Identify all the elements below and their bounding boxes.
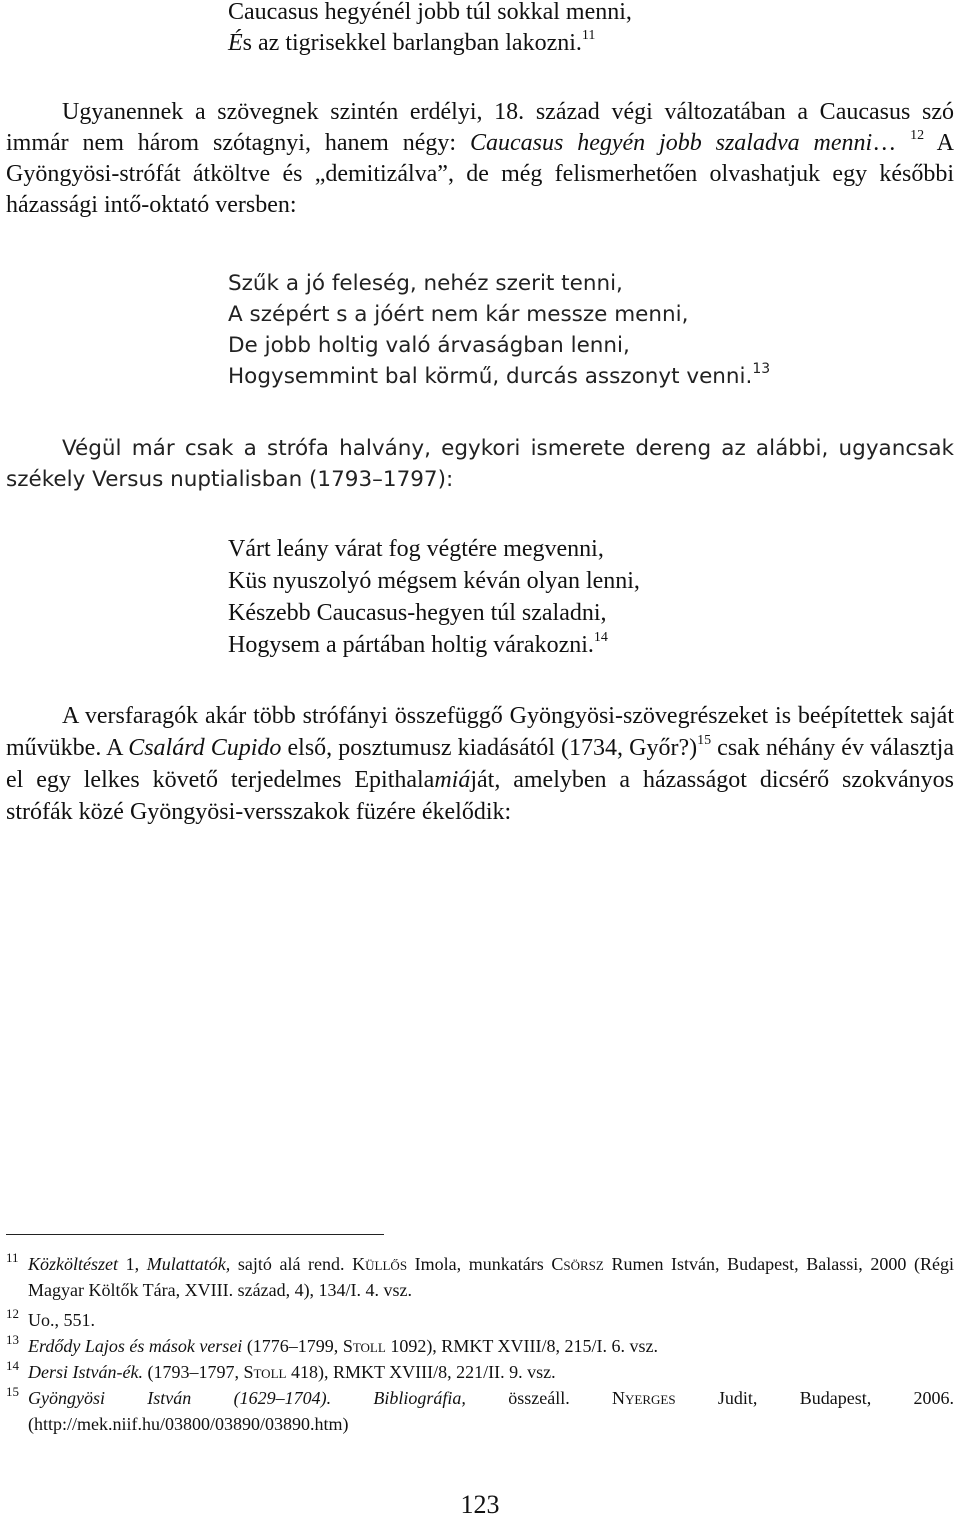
footnote-number: 15 [6,1384,19,1399]
footnote-ref[interactable]: 15 [697,733,712,748]
verse-line: De jobb holtig való árvaságban lenni, [228,333,630,358]
footnote-number: 11 [6,1250,19,1265]
verse-line [228,0,632,28]
text-run: összeáll. [465,1388,613,1408]
footnote-11 [6,1251,954,1303]
footnote-12 [6,1307,954,1333]
footnote-text [28,1385,954,1437]
footnote-14 [6,1359,954,1385]
verse-line [228,361,770,392]
author-name: Csörsz [551,1254,604,1274]
text-run: (1776–1799, [242,1336,343,1356]
author-name: Stoll [342,1336,386,1356]
text-run: Ugyanennek a szövegnek szintén erdélyi, 18. század végi változatában a Caucasus szó immár nem három szótagnyi, hanem négy: [6,99,954,156]
italic-title: Gyöngyösi István (1629–1704). Bibliográfia, [28,1388,466,1408]
author-name: Küllős [352,1254,408,1274]
verse-line: Szűk a jó feleség, nehéz szerit tenni, [228,271,623,296]
author-name: Stoll [243,1362,287,1382]
footnote-number: 12 [6,1306,19,1321]
verse-line-initial: É [228,30,243,56]
text-run: csak néhány év választja el egy lelkes követő terjedelmes Epithala [6,735,954,793]
italic-title: Mulattatók, [146,1254,231,1274]
footnote-text [28,1333,954,1359]
footnote-text: Uo., 551. [28,1310,95,1330]
paragraph-text [6,700,954,828]
paragraph [6,433,954,495]
text-run: A versfaragók akár több strófányi összefüggő Gyöngyösi-szövegrészeket is beépítettek saját művükbe. A [6,703,954,761]
author-name: Nyerges [612,1388,676,1408]
footnote-text [28,1359,954,1385]
text-run: Rumen István, Budapest, Balassi, 2000 (Régi Magyar Költők Tára, XVIII. század, 4), 134/I. 4. vsz. [28,1254,954,1300]
verse-line: A szépért s a jóért nem kár messze menni, [228,302,689,327]
text-run: 1092), RMKT XVIII/8, 215/I. 6. vsz. [385,1336,658,1356]
verse-line [228,28,632,59]
verse-line: Készebb Caucasus-hegyen túl szaladni, [228,600,607,626]
italic-quote: Caucasus hegyén jobb szala [469,130,765,156]
italic-quote: dva menni [764,130,873,156]
paragraph-text: Végül már csak a strófa halvány, egykori ismerete dereng az alábbi, ugyancsak székely Versus nuptialisban (1793–1797): [6,436,954,492]
text-run: A Gyöngyösi-strófát átköltve és „demitizálva”, de még felismerhetően olvashatjuk egy későbbi házassági intő-oktató versben: [6,130,955,218]
footnote-ref[interactable]: 11 [581,28,596,43]
italic-title: Csalárd Cupido [128,735,282,761]
paragraph [6,700,954,828]
footnote-number: 13 [6,1332,19,1347]
paragraph-text [6,97,954,221]
verse-quote-3 [228,533,640,661]
footnote-number: 14 [6,1358,19,1373]
italic-fragment: miá [434,767,471,793]
text-run: 1, [118,1254,147,1274]
footnote-13 [6,1333,954,1359]
text-run: 418), RMKT XVIII/8, 221/II. 9. vsz. [286,1362,556,1382]
footnote-ref[interactable]: 14 [593,630,608,645]
verse-line-text: s az tigrisekkel barlangban lakozni. [242,30,582,56]
footnote-ref[interactable]: 13 [752,360,771,377]
text-run: Judit, Budapest, 2006. (http://mek.niif.hu/03800/03890/03890.htm) [28,1388,955,1434]
verse-line-text: Hogysemmint bal körmű, durcás asszonyt venni. [228,364,753,389]
verse-line: Küs nyuszolyó mégsem kéván olyan lenni, [228,568,640,594]
italic-title: Dersi István-ék. [28,1362,143,1382]
verse-line [228,629,640,661]
page-number: 123 [460,1490,500,1519]
text-run: Imola, munkatárs [407,1254,552,1274]
footnote-separator [6,1234,384,1235]
verse-quote-2 [228,268,770,392]
footnote-15 [6,1385,954,1437]
verse-line-text: Caucasus hegyénél jobb túl sokkal menni, [228,0,632,25]
verse-line-text: Hogysem a pártában holtig várakozni. [228,632,594,658]
ellipsis: … [872,130,911,156]
paragraph [6,97,954,221]
verse-line: Várt leány várat fog végtére megvenni, [228,536,604,562]
text-run: első, posztumusz kiadásától (1734, Győr?) [281,735,698,761]
italic-title: Erdődy Lajos és mások versei [28,1336,243,1356]
text-run: (1793–1797, [142,1362,244,1382]
text-run: ját, amelyben a házasságot dicsérő szokványos strófák közé Gyöngyösi-versszakok füzére ékelődik: [6,767,954,825]
text-run: sajtó alá rend. [230,1254,353,1274]
italic-title: Közköltészet [28,1254,118,1274]
verse-quote-1 [228,0,632,59]
footnote-text [28,1251,954,1303]
footnote-ref[interactable]: 12 [910,128,925,143]
